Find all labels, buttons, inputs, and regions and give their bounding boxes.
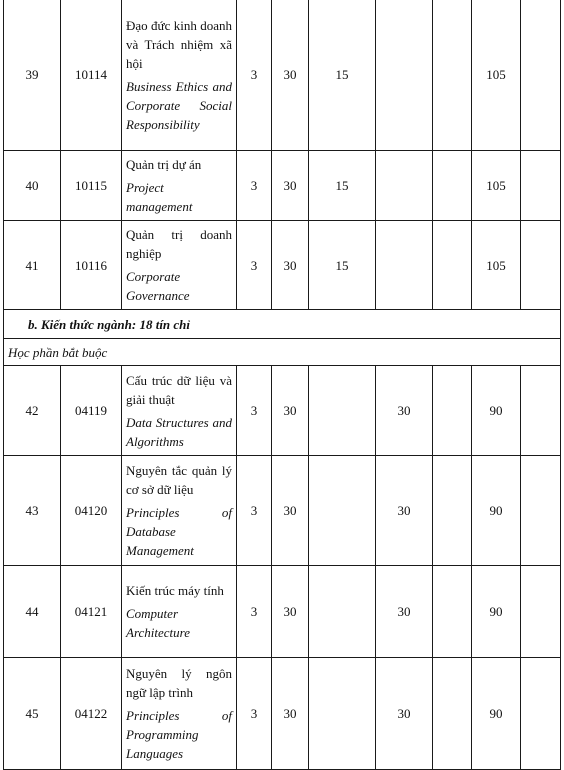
row-number-cell: 39 bbox=[4, 0, 61, 151]
note-cell bbox=[521, 566, 561, 658]
course-name-vn: Kiến trúc máy tính bbox=[126, 583, 224, 598]
lab-hours-cell: 30 bbox=[376, 366, 433, 456]
course-code-cell: 10114 bbox=[61, 0, 122, 151]
course-name-en: Principles of Database Management bbox=[126, 505, 232, 558]
course-name-en: Data Structures and Algorithms bbox=[126, 414, 232, 449]
row-number-cell: 41 bbox=[4, 221, 61, 310]
course-name-en: Project management bbox=[126, 180, 193, 214]
course-name-vn: Nguyên lý ngôn ngữ lập trình bbox=[126, 666, 232, 700]
exercise-hours-cell bbox=[309, 566, 376, 658]
empty-cell bbox=[433, 658, 472, 770]
course-name-cell bbox=[122, 456, 237, 566]
curriculum-table bbox=[3, 0, 561, 770]
self-study-hours-cell: 90 bbox=[472, 366, 521, 456]
empty-cell bbox=[433, 0, 472, 151]
table-row bbox=[4, 0, 561, 151]
self-study-hours-cell: 90 bbox=[472, 456, 521, 566]
lab-hours-cell bbox=[376, 151, 433, 221]
note-cell bbox=[521, 366, 561, 456]
course-name-vn: Nguyên tắc quản lý cơ sở dữ liệu bbox=[126, 463, 232, 497]
theory-hours-cell: 30 bbox=[272, 366, 309, 456]
empty-cell bbox=[433, 566, 472, 658]
empty-cell bbox=[433, 456, 472, 566]
self-study-hours-cell: 105 bbox=[472, 221, 521, 310]
theory-hours-cell: 30 bbox=[272, 221, 309, 310]
empty-cell bbox=[433, 366, 472, 456]
exercise-hours-cell bbox=[309, 456, 376, 566]
course-code-cell: 04122 bbox=[61, 658, 122, 770]
note-cell bbox=[521, 221, 561, 310]
row-number-cell: 40 bbox=[4, 151, 61, 221]
course-code-cell: 04119 bbox=[61, 366, 122, 456]
course-code-cell: 04121 bbox=[61, 566, 122, 658]
table-row bbox=[4, 151, 561, 221]
course-code-cell: 10115 bbox=[61, 151, 122, 221]
self-study-hours-cell: 90 bbox=[472, 658, 521, 770]
course-name-vn: Cấu trúc dữ liệu và giải thuật bbox=[126, 372, 232, 407]
row-number-cell: 44 bbox=[4, 566, 61, 658]
credits-cell: 3 bbox=[237, 0, 272, 151]
empty-cell bbox=[433, 151, 472, 221]
exercise-hours-cell: 15 bbox=[309, 151, 376, 221]
lab-hours-cell: 30 bbox=[376, 658, 433, 770]
table-row bbox=[4, 366, 561, 456]
table-row bbox=[4, 456, 561, 566]
course-name-vn: Đạo đức kinh doanh và Trách nhiệm xã hội bbox=[126, 17, 232, 71]
course-name-cell bbox=[122, 151, 237, 221]
credits-cell: 3 bbox=[237, 151, 272, 221]
theory-hours-cell: 30 bbox=[272, 566, 309, 658]
course-code-cell: 04120 bbox=[61, 456, 122, 566]
credits-cell: 3 bbox=[237, 658, 272, 770]
course-code-cell: 10116 bbox=[61, 221, 122, 310]
subsection-title: Học phần bắt buộc bbox=[4, 339, 561, 366]
self-study-hours-cell: 90 bbox=[472, 566, 521, 658]
row-number-cell: 45 bbox=[4, 658, 61, 770]
section-title: b. Kiến thức ngành: 18 tín chỉ bbox=[4, 310, 561, 339]
row-number-cell: 43 bbox=[4, 456, 61, 566]
theory-hours-cell: 30 bbox=[272, 456, 309, 566]
self-study-hours-cell: 105 bbox=[472, 151, 521, 221]
course-name-cell bbox=[122, 221, 237, 310]
exercise-hours-cell bbox=[309, 658, 376, 770]
lab-hours-cell: 30 bbox=[376, 456, 433, 566]
course-name-cell bbox=[122, 658, 237, 770]
lab-hours-cell bbox=[376, 0, 433, 151]
note-cell bbox=[521, 0, 561, 151]
subsection-row bbox=[4, 339, 561, 366]
course-name-en: Corporate Governance bbox=[126, 269, 190, 303]
self-study-hours-cell: 105 bbox=[472, 0, 521, 151]
note-cell bbox=[521, 456, 561, 566]
credits-cell: 3 bbox=[237, 456, 272, 566]
course-name-vn: Quản trị dự án bbox=[126, 157, 202, 172]
table-row bbox=[4, 658, 561, 770]
lab-hours-cell: 30 bbox=[376, 566, 433, 658]
course-name-en: Principles of Programming Languages bbox=[126, 708, 232, 761]
exercise-hours-cell bbox=[309, 366, 376, 456]
table-body-section bbox=[4, 310, 561, 366]
theory-hours-cell: 30 bbox=[272, 658, 309, 770]
course-name-cell bbox=[122, 366, 237, 456]
theory-hours-cell: 30 bbox=[272, 151, 309, 221]
exercise-hours-cell: 15 bbox=[309, 221, 376, 310]
table-row bbox=[4, 221, 561, 310]
credits-cell: 3 bbox=[237, 221, 272, 310]
row-number-cell: 42 bbox=[4, 366, 61, 456]
credits-cell: 3 bbox=[237, 366, 272, 456]
course-name-vn: Quản trị doanh nghiệp bbox=[126, 227, 232, 261]
course-name-en: Business Ethics and Corporate Social Responsibility bbox=[126, 78, 232, 132]
table-body-top bbox=[4, 0, 561, 310]
theory-hours-cell: 30 bbox=[272, 0, 309, 151]
credits-cell: 3 bbox=[237, 566, 272, 658]
course-name-cell bbox=[122, 566, 237, 658]
note-cell bbox=[521, 151, 561, 221]
course-name-cell bbox=[122, 0, 237, 151]
section-row bbox=[4, 310, 561, 339]
exercise-hours-cell: 15 bbox=[309, 0, 376, 151]
table-body-bottom bbox=[4, 366, 561, 770]
empty-cell bbox=[433, 221, 472, 310]
note-cell bbox=[521, 658, 561, 770]
course-name-en: Computer Architecture bbox=[126, 606, 191, 640]
lab-hours-cell bbox=[376, 221, 433, 310]
table-row bbox=[4, 566, 561, 658]
